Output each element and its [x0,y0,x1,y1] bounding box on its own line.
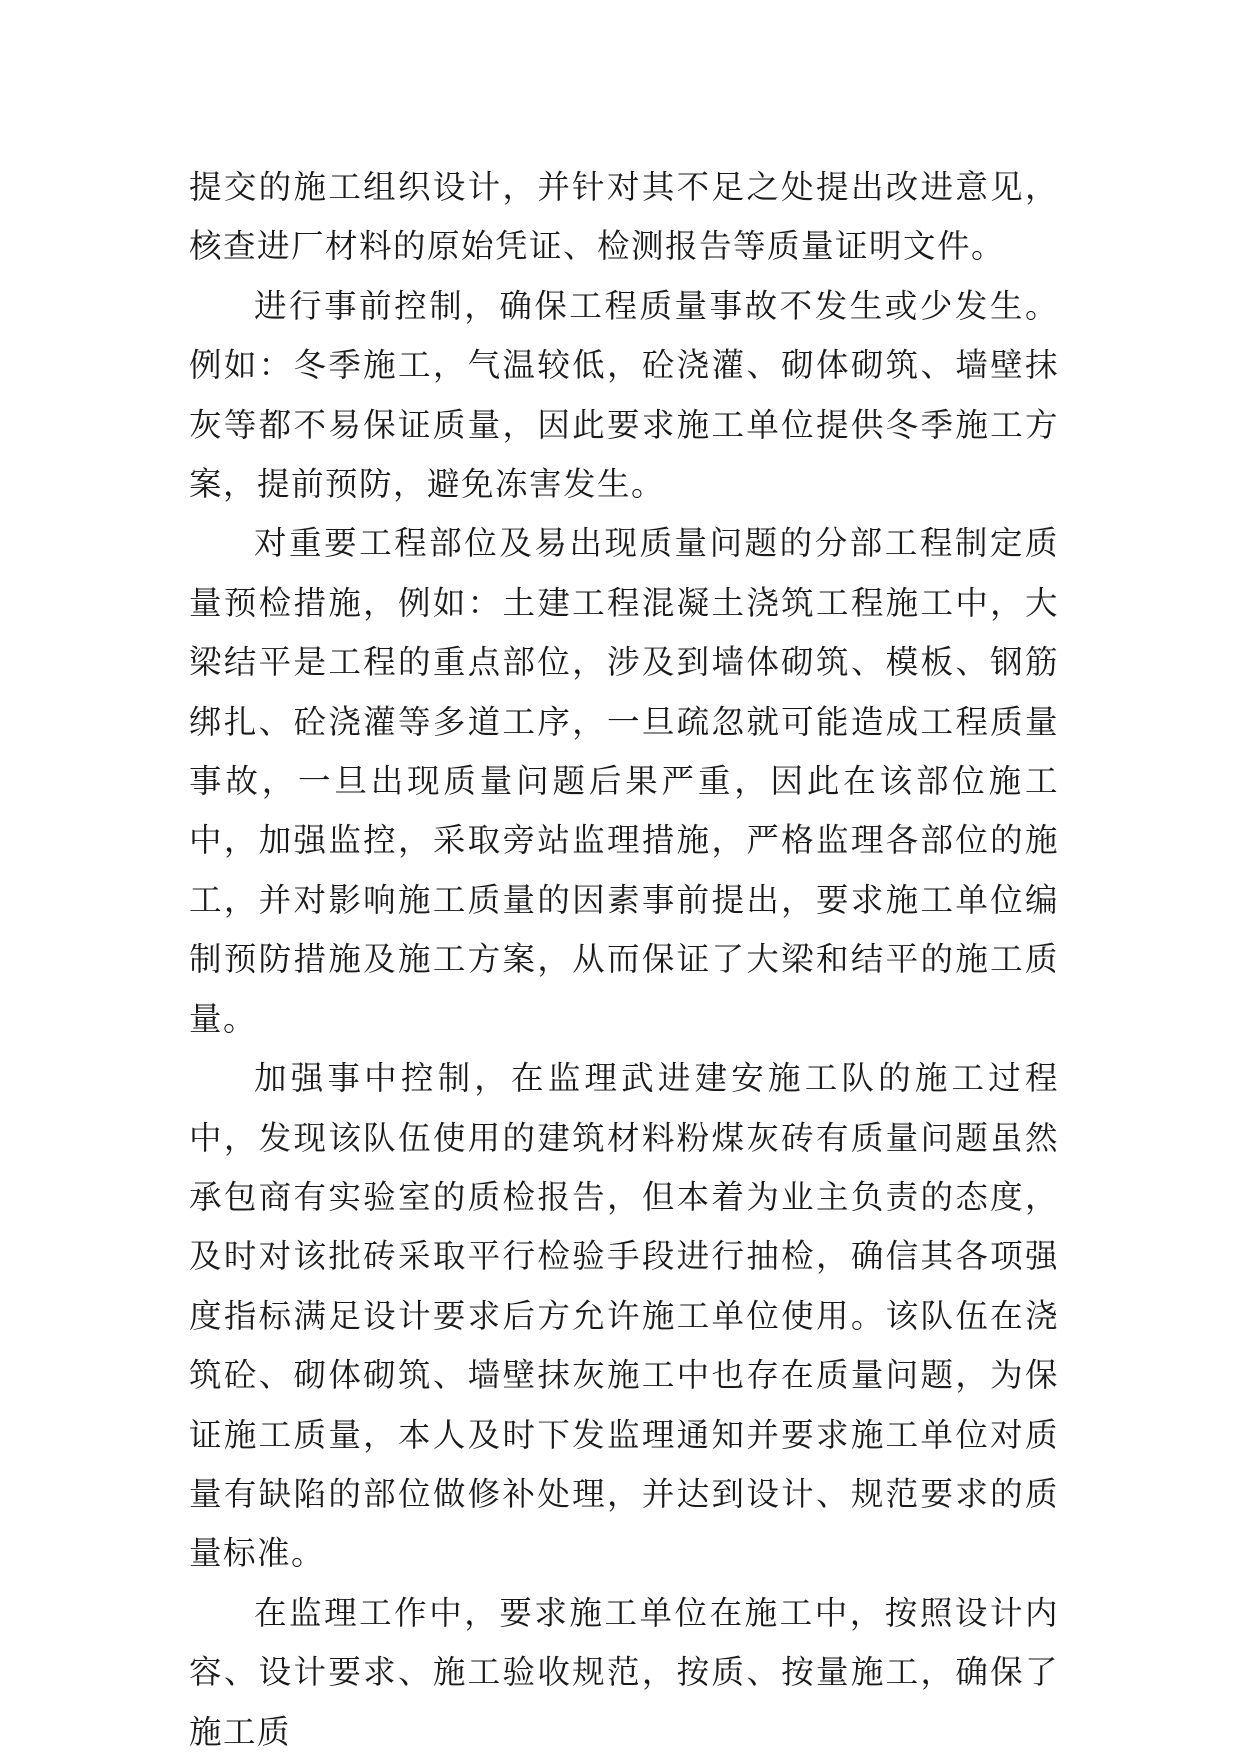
body-text [189,158,1059,1762]
paragraph-5: 在监理工作中，要求施工单位在施工中，按照设计内容、设计要求、施工验收规范，按质、按量施工，确保了施工质 [189,1593,1059,1751]
paragraph-2: 进行事前控制，确保工程质量事故不发生或少发生。例如：冬季施工，气温较低，砼浇灌、砌体砌筑、墙壁抹灰等都不易保证质量，因此要求施工单位提供冬季施工方案，提前预防，避免冻害发生。 [189,286,1059,504]
paragraph-1: 提交的施工组织设计，并针对其不足之处提出改进意见，核查进厂材料的原始凭证、检测报告等质量证明文件。 [189,168,1059,266]
paragraph-3: 对重要工程部位及易出现质量问题的分部工程制定质量预检措施，例如：土建工程混凝土浇筑工程施工中，大梁结平是工程的重点部位，涉及到墙体砌筑、模板、钢筋绑扎、砼浇灌等多道工序，一旦疏忽就可能造成工程质量事故，一旦出现质量问题后果严重，因此在该部位施工中，加强监控，采取旁站监理措施，严格监理各部位的施工，并对影响施工质量的因素事前提出，要求施工单位编制预防措施及施工方案，从而保证了大梁和结平的施工质量。 [189,524,1059,1038]
paragraph-4: 加强事中控制，在监理武进建安施工队的施工过程中，发现该队伍使用的建筑材料粉煤灰砖有质量问题虽然承包商有实验室的质检报告，但本着为业主负责的态度，及时对该批砖采取平行检验手段进行抽检，确信其各项强度指标满足设计要求后方允许施工单位使用。该队伍在浇筑砼、砌体砌筑、墙壁抹灰施工中也存在质量问题，为保证施工质量，本人及时下发监理通知并要求施工单位对质量有缺陷的部位做修补处理，并达到设计、规范要求的质量标准。 [189,1059,1059,1573]
